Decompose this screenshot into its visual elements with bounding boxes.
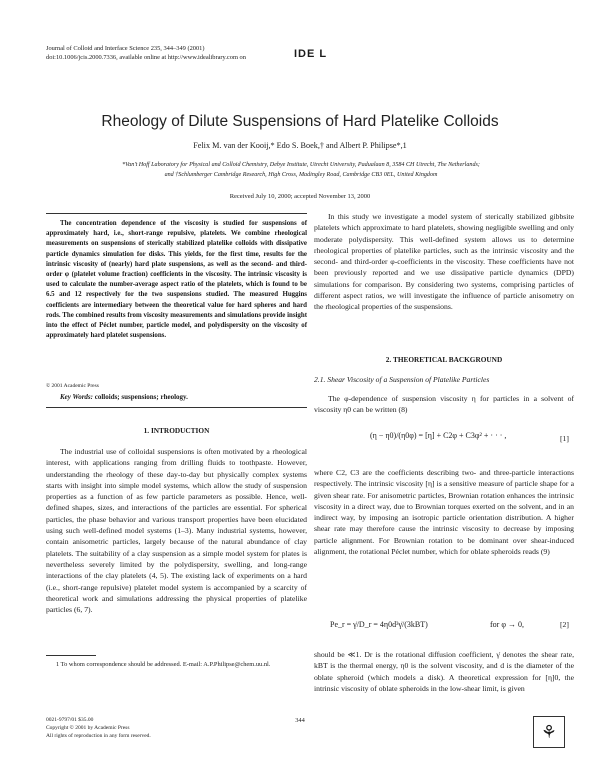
abstract-top-rule — [46, 213, 307, 214]
keywords — [46, 393, 321, 401]
right-paragraph-1: In this study we investigate a model system of sterically stabilized gibbsite platelets which approximate to hard platelets, showing negligible swelling and only moderate polydispersity. This well-defined system allows us to determine rheological properties of platelike particles, such as the intrinsic viscosity and the second- and third-order φ-coefficients in the viscosity. These coefficients have not been previously reported and we use dissipative particle dynamics (DPD) simulations for comparison. By considering two systems, comprising particles of different aspect ratios, we will investigate the influence of particle anisometry on the rheological properties of the suspensions. — [314, 212, 574, 312]
equation-2-number: [2] — [560, 620, 569, 629]
affiliation-line-1: *Van't Hoff Laboratory for Physical and Colloid Chemistry, Debye Institute, Utrecht University, Padualaan 8, 3584 CH Utrecht, The Netherlands; — [122, 162, 480, 168]
affiliations — [56, 160, 546, 180]
copyright-line: Copyright © 2001 by Academic Press — [46, 724, 130, 731]
equation-1: (η − η0)/(η0φ) = [η] + C2φ + C3φ² + · · · , — [370, 431, 507, 440]
issn-line: 0021-9797/01 $35.00 — [46, 717, 94, 723]
intro-heading: 1. INTRODUCTION — [143, 426, 210, 435]
abstract-copyright: © 2001 Academic Press — [46, 383, 99, 389]
journal-doi: doi:10.1006/jcis.2000.7336, available online at http://www.idealibrary.com on — [46, 54, 246, 61]
intro-paragraph: The industrial use of colloidal suspensions is often motivated by a rheological interest, with applications ranging from drilling fluids to toothpaste. However, understanding the rheology of these day-to-day but physically complex systems starts with insight into simple model systems, which allow the study of suspension properties as a function of as few particle parameters as possible. Hence, well-defined shapes, sizes, and interactions of the particles are essential. For spherical particles, the phase behavior and various transport properties have been elucidated using such well-defined model systems (1–3). Many industrial systems, however, contain anisometric particles, largely because of the natural abundance of clay platelets. The suitability of a clay suspension as a simple model system for plates is nevertheless severely limited by the polydispersity, swelling, and long-range interactions of the clay platelets (4, 5). The existing lack of experiments on a hard (i.e., short-range repulsive) platelet model system is accompanied by a scarcity of theoretical work and simulations addressing the physical properties of platelike particles (6, 7). — [46, 447, 307, 615]
equation-1-number: [1] — [560, 434, 569, 443]
ideal-logo: IDE L — [294, 48, 328, 60]
right-paragraph-2: The φ-dependence of suspension viscosity η for particles in a solvent of viscosity η0 can be written (8) — [314, 394, 574, 415]
right-paragraph-3: where C2, C3 are the coefficients describing two- and three-particle interactions respectively. The intrinsic viscosity [η] is a sensitive measure of particle shape for a given shear rate. For anisometric particles, Brownian rotation enhances the intrinsic viscosity in a direct way, due to Brownian torques exerted on the solvent, and in an indirect way, by imposing an isotropic particle orientation distribution. A higher shear rate may therefore cause the intrinsic viscosity to decrease by imposing particle alignment. For Brownian rotation to be dominant over shear-induced alignment, the rotational Péclet number, which for oblate spheroids reads (9) — [314, 468, 574, 557]
footnote-rule — [46, 655, 96, 656]
footnote: 1 To whom correspondence should be addressed. E-mail: A.P.Philipse@chem.uu.nl. — [56, 661, 271, 668]
equation-2-condition: for φ → 0, — [490, 620, 524, 629]
subsection-2-1-heading: 2.1. Shear Viscosity of a Suspension of Platelike Particles — [314, 375, 490, 384]
authors: Felix M. van der Kooij,* Edo S. Boek,† and Albert P. Philipse*,1 — [193, 141, 407, 150]
abstract: The concentration dependence of the viscosity is studied for suspensions of approximately hard, i.e., short-range repulsive, platelets. We combine rheological measurements on suspensions of sterically stabilized platelike colloids with dissipative particle dynamics simulation for disks. This yields, for the first time, results for the intrinsic viscosity of (nearly) hard plate suspensions, as well as the second- and third-order φ (platelet volume fraction) coefficients in the viscosity. The intrinsic viscosity is used to calculate the number-average aspect ratio of the platelets, which is found to be 6.5 and 12 respectively for the two suspensions studied. The measured Huggins coefficients are intermediary between the theoretical value for hard spheres and hard rods. The combined results from viscosity measurements and simulations provide insight into the effect of Péclet number, particle model, and polydispersity on the viscosity of approximately hard platelet suspensions. — [46, 220, 307, 340]
affiliation-line-2: and †Schlumberger Cambridge Research, High Cross, Madingley Road, Cambridge CB3 0EL, United Kingdom — [164, 172, 438, 178]
keywords-label: Key Words: — [60, 393, 93, 401]
rights-line: All rights of reproduction in any form reserved. — [46, 732, 151, 739]
keywords-text: colloids; suspensions; rheology. — [93, 393, 188, 401]
abstract-bottom-rule — [46, 407, 307, 408]
equation-2: Pe_r = γ̇/D_r = 4η0d³γ̇/(3kBT) — [330, 620, 428, 629]
right-paragraph-4: should be ≪1. Dr is the rotational diffusion coefficient, γ̇ denotes the shear rate, kBT is the thermal energy, η0 is the solvent viscosity, and d is the diameter of the oblate spheroid (which models a disk). A theoretical expression for [η]0, the intrinsic viscosity of oblate spheroids in the low-shear limit, is given — [314, 650, 574, 693]
page-number: 344 — [295, 717, 305, 724]
journal-citation: Journal of Colloid and Interface Science 235, 344–349 (2001) — [46, 45, 205, 52]
received-dates: Received July 10, 2000; accepted November 13, 2000 — [229, 193, 371, 200]
paper-title: Rheology of Dilute Suspensions of Hard Platelike Colloids — [101, 113, 499, 130]
section-2-heading: 2. THEORETICAL BACKGROUND — [385, 355, 503, 364]
publisher-tree-icon: ⚘ — [533, 716, 565, 748]
